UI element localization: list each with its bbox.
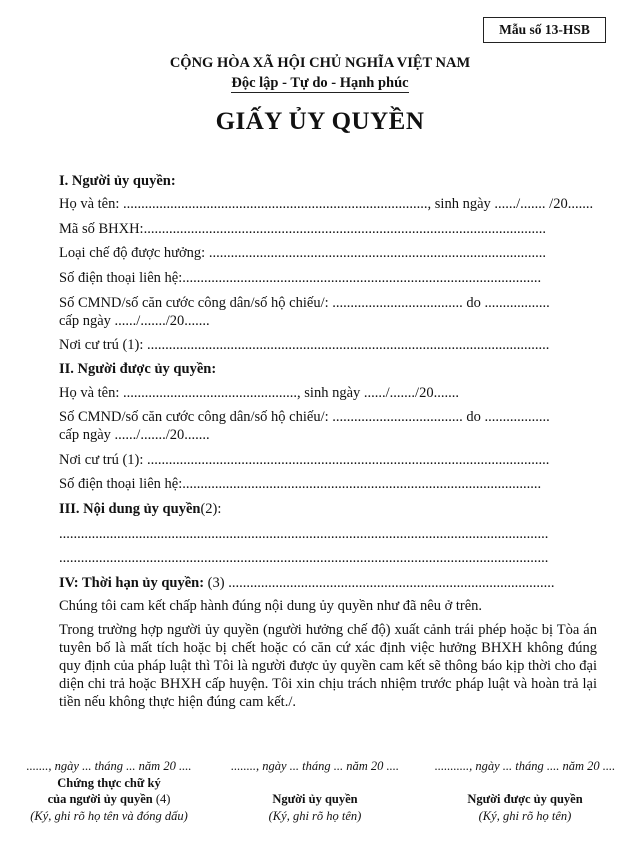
section1-benefit-line: Loại chế độ được hưởng: ............................................................................................. — [59, 245, 546, 261]
commitment-paragraph: Trong trường hợp người ủy quyền (người hưởng chế độ) xuất cảnh trái phép hoặc bị Tòa án tuyên bố là mất tích hoặc bị chết hoặc có căn cứ xác định việc hưởng BHXH không đúng quy định của pháp luật thì Tôi là người được ủy quyền cam kết sẽ thông báo kịp thời cho đại diện chi trả hoặc BHXH cấp huyện. Tôi xin chịu trách nhiệm trước pháp luật và hoàn trả lại tiền nếu không thực hiện đúng cam kết./. — [59, 622, 597, 710]
section2-name-line: Họ và tên: ................................................, sinh ngày ....../......./20....... — [59, 385, 459, 401]
section4-heading-suffix: (3) .......................................................................................... — [204, 575, 555, 591]
certifier-date-line: ......., ngày ... tháng ... năm 20 .... — [26, 759, 192, 773]
grantee-instruction: (Ký, ghi rõ họ tên) — [478, 808, 572, 823]
section3-heading-suffix: (2): — [200, 501, 222, 517]
section3-dots-line-1: ....................................................................................................................................... — [59, 526, 549, 542]
section1-id-date-line: cấp ngày ....../......./20....... — [59, 313, 210, 329]
signature-block-grantor — [215, 758, 415, 824]
section3-heading: III. Nội dung ủy quyền — [59, 501, 201, 517]
section1-residence-line: Nơi cư trú (1): ............................................................................................................... — [59, 337, 550, 353]
section2-heading: II. Người được ủy quyền: — [59, 361, 217, 377]
certifier-role: Chứng thực chữ ký — [57, 775, 161, 790]
national-motto: Độc lập - Tự do - Hạnh phúc — [231, 75, 409, 91]
section4-heading: IV: Thời hạn ủy quyền: — [59, 575, 205, 591]
certifier-note-number: (4) — [152, 792, 171, 806]
grantee-date-line: ..........., ngày ... tháng .... năm 20 .... — [434, 759, 616, 773]
certifier-instruction: (Ký, ghi rõ họ tên và đóng dấu) — [30, 808, 188, 823]
commitment-line: Chúng tôi cam kết chấp hành đúng nội dung ủy quyền như đã nêu ở trên. — [59, 598, 483, 614]
national-title: CỘNG HÒA XÃ HỘI CHỦ NGHĨA VIỆT NAM — [169, 55, 471, 71]
document-title: GIẤY ỦY QUYỀN — [215, 108, 425, 135]
certifier-role-line2 — [10, 791, 208, 808]
section1-name-line: Họ và tên: ...................................................................................., sinh ngày ....../....... /20....... — [59, 196, 594, 212]
signature-block-certifier — [10, 758, 208, 824]
section4-heading-wrap — [59, 574, 554, 592]
section1-heading: I. Người ủy quyền: — [59, 173, 176, 189]
grantor-date-line: ........, ngày ... tháng ... năm 20 .... — [230, 759, 400, 773]
certifier-role2: của người ủy quyền — [47, 792, 153, 806]
section2-id-line: Số CMND/số căn cước công dân/số hộ chiếu/: .................................... do .................. — [59, 409, 550, 425]
section1-id-line: Số CMND/số căn cước công dân/số hộ chiếu/: .................................... do .................. — [59, 295, 550, 311]
section2-phone-line: Số điện thoại liên hệ:................................................................................................... — [59, 476, 542, 492]
grantee-role: Người được ủy quyền — [467, 792, 583, 806]
section2-id-date-line: cấp ngày ....../......./20....... — [59, 427, 210, 443]
form-number-box: Mẫu số 13-HSB — [483, 17, 606, 43]
grantor-instruction: (Ký, ghi rõ họ tên) — [268, 808, 362, 823]
grantor-role: Người ủy quyền — [272, 792, 358, 806]
section3-dots-line-2: ....................................................................................................................................... — [59, 550, 549, 566]
section1-phone-line: Số điện thoại liên hệ:................................................................................................... — [59, 270, 542, 286]
section3-heading-wrap — [59, 500, 221, 518]
section1-bhxh-line: Mã số BHXH:............................................................................................................... — [59, 221, 546, 237]
section2-residence-line: Nơi cư trú (1): ............................................................................................................... — [59, 452, 550, 468]
motto-wrap — [0, 74, 640, 92]
signature-block-grantee — [420, 758, 630, 824]
